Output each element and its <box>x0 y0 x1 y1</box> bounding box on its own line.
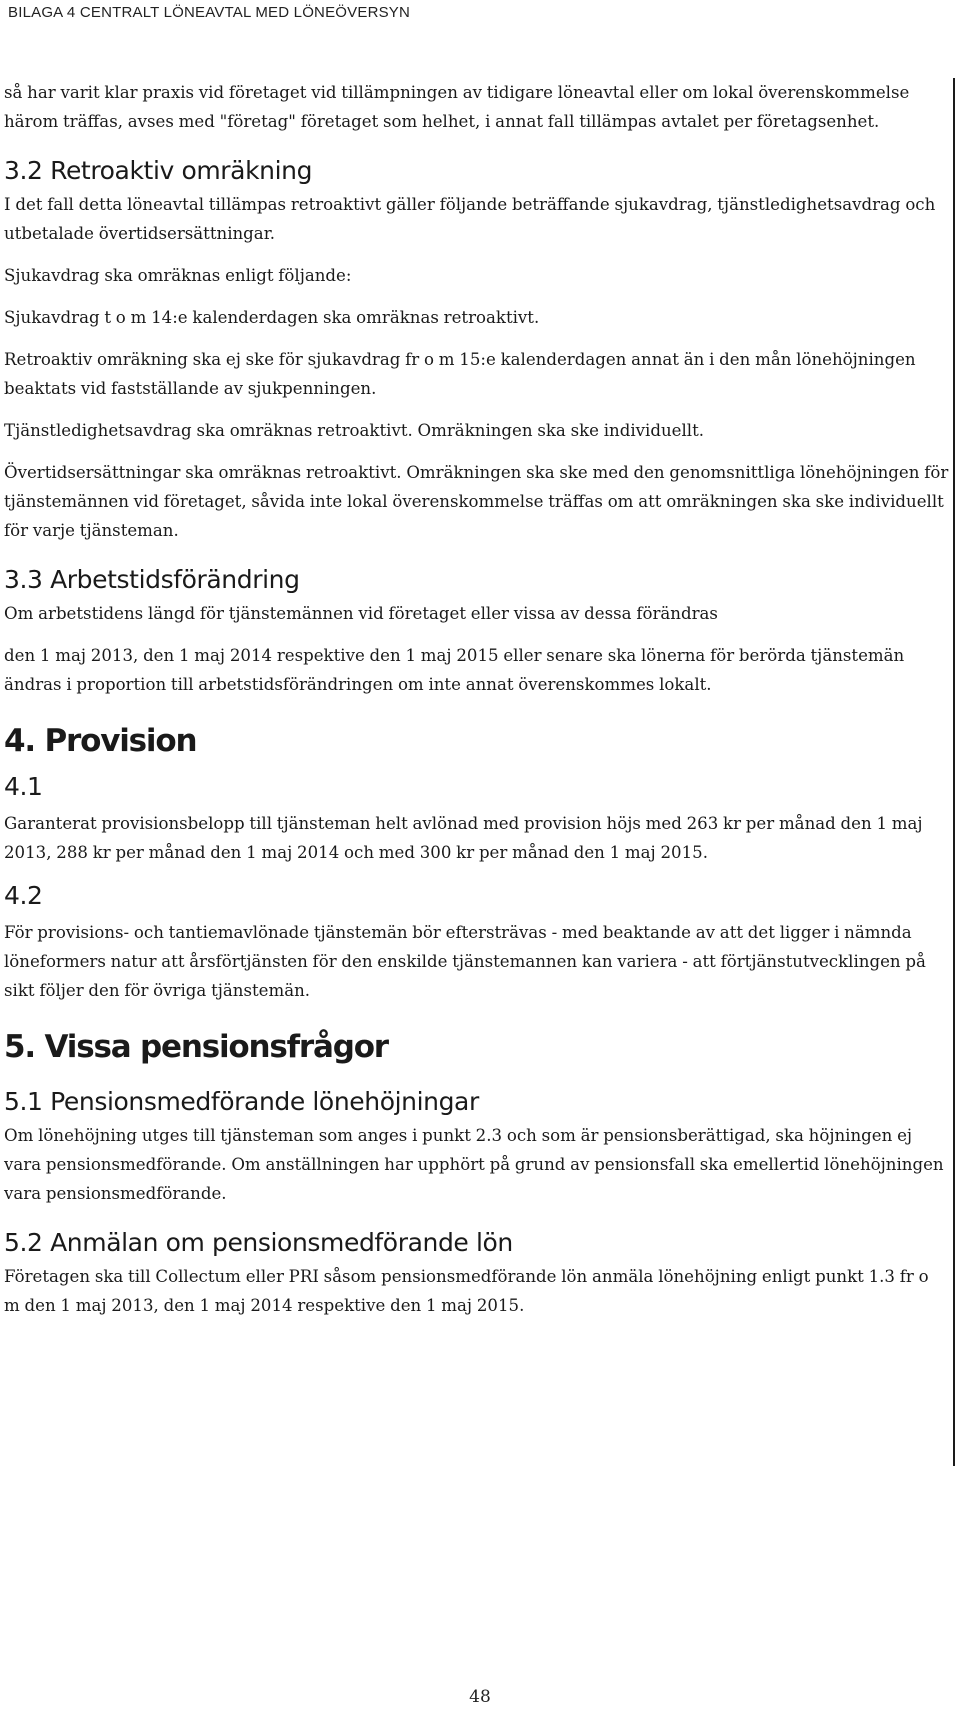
document-body <box>4 78 949 1333</box>
heading-3-3-arbetstidsforandring: 3.3 Arbetstidsförändring <box>4 565 300 594</box>
heading-4-1: 4.1 <box>4 772 43 801</box>
heading-4-provision: 4. Provision <box>4 723 197 759</box>
paragraph-sjukavdrag-15: Retroaktiv omräkning ska ej ske för sjukavdrag fr o m 15:e kalenderdagen annat än i den mån lönehöjningen beaktats vid fastställande av sjukpenningen. <box>4 350 916 398</box>
paragraph-overtid: Övertidsersättningar ska omräknas retroaktivt. Omräkningen ska ske med den genomsnittliga lönehöjningen för tjänstemännen vid företaget, såvida inte lokal överenskommelse träffas om att omräkningen ska ske individuellt för varje tjänsteman. <box>4 463 949 540</box>
heading-5-pensionsfragor: 5. Vissa pensionsfrågor <box>4 1029 388 1065</box>
heading-3-2-retroaktiv-omrakning: 3.2 Retroaktiv omräkning <box>4 156 313 185</box>
paragraph-sjukavdrag-intro: Sjukavdrag ska omräknas enligt följande: <box>4 266 352 285</box>
paragraph-tantiem: För provisions- och tantiemavlönade tjänstemän bör eftersträvas - med beaktande av att det ligger i nämnda löneformers natur att årsförtjänsten för den enskilde tjänstemannen kan variera - att förtjänstutvecklingen på sikt följer den för övriga tjänstemän. <box>4 923 926 1000</box>
paragraph-tjanstledighet: Tjänstledighetsavdrag ska omräknas retroaktivt. Omräkningen ska ske individuellt. <box>4 421 705 440</box>
heading-5-1-pensionsmedforande: 5.1 Pensionsmedförande lönehöjningar <box>4 1087 479 1116</box>
paragraph-sjukavdrag-14: Sjukavdrag t o m 14:e kalenderdagen ska omräknas retroaktivt. <box>4 308 540 327</box>
paragraph-pensionsmedforande: Om lönehöjning utges till tjänsteman som anges i punkt 2.3 och som är pensionsberättigad, ska höjningen ej vara pensionsmedförande. Om anställningen har upphört på grund av pensionsfall ska emellertid lönehöjningen vara pensionsmedförande. <box>4 1126 944 1203</box>
running-header: BILAGA 4 CENTRALT LÖNEAVTAL MED LÖNEÖVERSYN <box>8 4 411 21</box>
paragraph-arbetstid-intro: Om arbetstidens längd för tjänstemännen vid företaget eller vissa av dessa förändras <box>4 604 718 623</box>
paragraph-intro: så har varit klar praxis vid företaget vid tillämpningen av tidigare löneavtal eller om lokal överenskommelse härom träffas, avses med "företag" företaget som helhet, i annat fall tillämpas avtalet per företagsenhet. <box>4 83 910 131</box>
paragraph-arbetstid-dates: den 1 maj 2013, den 1 maj 2014 respektive den 1 maj 2015 eller senare ska lönerna för berörda tjänstemän ändras i proportion till arbetstidsförändringen om inte annat överenskommes lokalt. <box>4 646 905 694</box>
page-number: 48 <box>469 1687 491 1707</box>
heading-5-2-anmalan: 5.2 Anmälan om pensionsmedförande lön <box>4 1228 513 1257</box>
paragraph-retroaktiv-general: I det fall detta löneavtal tillämpas retroaktivt gäller följande beträffande sjukavdrag, tjänstledighetsavdrag och utbetalade övertidsersättningar. <box>4 195 936 243</box>
paragraph-anmalan: Företagen ska till Collectum eller PRI såsom pensionsmedförande lön anmäla lönehöjning enligt punkt 1.3 fr o m den 1 maj 2013, den 1 maj 2014 respektive den 1 maj 2015. <box>4 1267 929 1315</box>
margin-rule <box>953 78 955 1466</box>
heading-4-2: 4.2 <box>4 881 43 910</box>
paragraph-provisionsbelopp: Garanterat provisionsbelopp till tjänsteman helt avlönad med provision höjs med 263 kr per månad den 1 maj 2013, 288 kr per månad den 1 maj 2014 och med 300 kr per månad den 1 maj 2015. <box>4 814 923 862</box>
